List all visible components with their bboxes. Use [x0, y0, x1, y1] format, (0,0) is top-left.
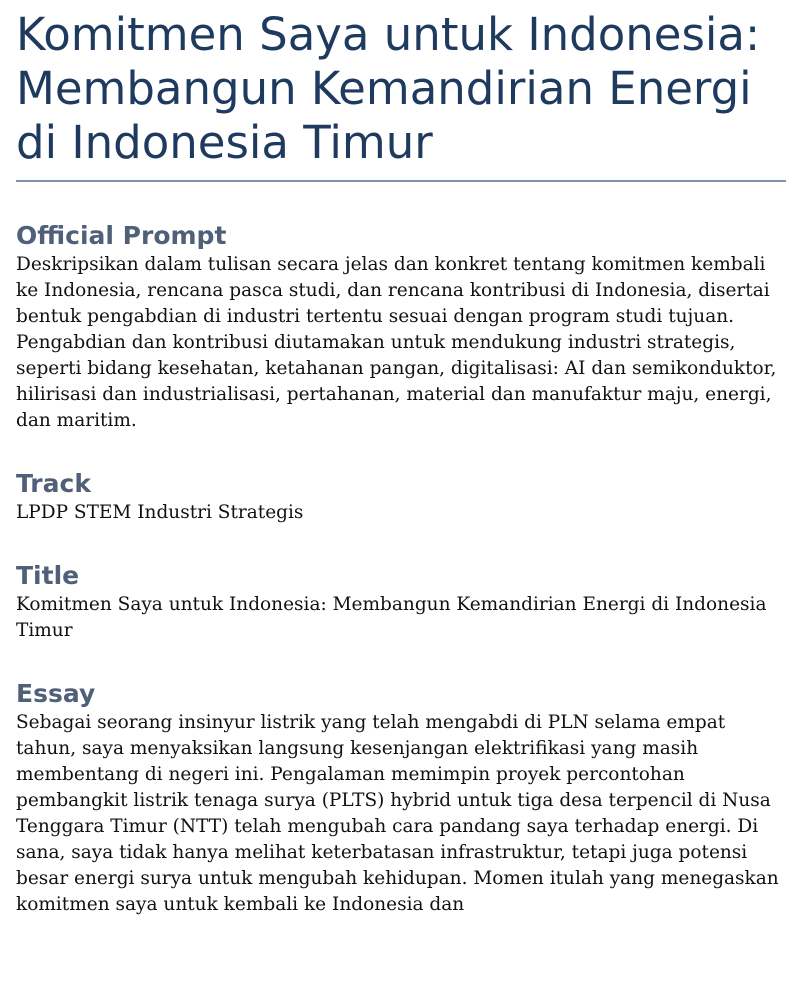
- section-body-title: Komitmen Saya untuk Indonesia: Membangun Kemandirian Energi di Indonesia Timur: [16, 594, 767, 641]
- section-track: [16, 470, 786, 526]
- section-body-track: LPDP STEM Industri Strategis: [16, 502, 304, 523]
- page-title: Komitmen Saya untuk Indonesia: Membangun Kemandirian Energi di Indonesia Timur: [16, 8, 761, 169]
- section-heading-official-prompt: Official Prompt: [16, 221, 227, 250]
- section-heading-title: Title: [16, 561, 80, 590]
- section-title: [16, 562, 786, 644]
- section-body-essay: Sebagai seorang insinyur listrik yang telah mengabdi di PLN selama empat tahun, saya menyaksikan langsung kesenjangan elektrifikasi yang masih membentang di negeri ini. Pengalaman memimpin proyek percontohan pembangkit listrik tenaga surya (PLTS) hybrid untuk tiga desa terpencil di Nusa Tenggara Timur (NTT) telah mengubah cara pandang saya terhadap energi. Di sana, saya tidak hanya melihat keterbatasan infrastruktur, tetapi juga potensi besar energi surya untuk mengubah kehidupan. Momen itulah yang menegaskan komitmen saya untuk kembali ke Indonesia dan: [16, 712, 779, 915]
- section-official-prompt: [16, 222, 786, 434]
- section-heading-track: Track: [16, 469, 91, 498]
- title-divider: [16, 180, 786, 182]
- section-essay: [16, 680, 786, 918]
- section-heading-essay: Essay: [16, 679, 96, 708]
- section-body-official-prompt: Deskripsikan dalam tulisan secara jelas dan konkret tentang komitmen kembali ke Indonesia, rencana pasca studi, dan rencana kontribusi di Indonesia, disertai bentuk pengabdian di industri tertentu sesuai dengan program studi tujuan. Pengabdian dan kontribusi diutamakan untuk mendukung industri strategis, seperti bidang kesehatan, ketahanan pangan, digitalisasi: AI dan semikonduktor, hilirisasi dan industrialisasi, pertahanan, material dan manufaktur maju, energi, dan maritim.: [16, 254, 777, 431]
